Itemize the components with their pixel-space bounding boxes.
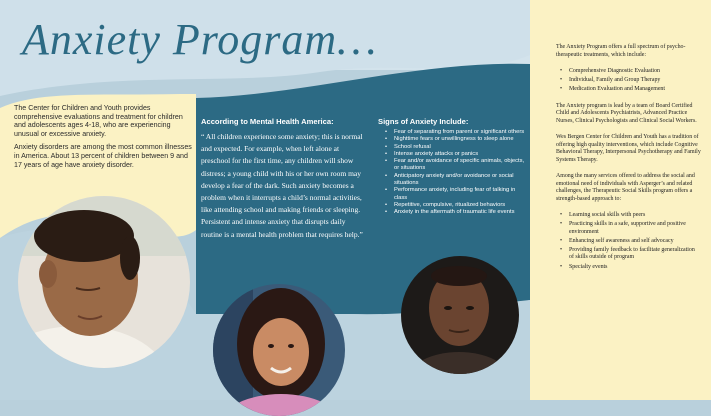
list-item: • Providing family feedback to facilitate generalization of skills outside of program (556, 247, 701, 262)
intro-paragraph-2: Anxiety disorders are among the most common illnesses in America. About 13 percent of children between 9 and 17 years of age have anxiety disorder. (14, 143, 192, 169)
quote-text: “ All children experience some anxiety; this is normal and expected. For example, when left alone at preschool for the first time, any children will show distress; a young child with his or her own room may develop a fear of the dark. Such anxiety becomes a problem when it interrupts a child’s normal activities, like attending school and making friends or sleeping. Persistent and intense anxiety that disrupts daily routine is a mental health problem that requires help.” (201, 132, 363, 239)
list-item: • Fear and/or avoidance of specific animals, objects, or situations (385, 158, 525, 173)
list-item: • Practicing skills in a safe, supportive and positive environment (556, 221, 701, 236)
list-item: • Medication Evaluation and Management (556, 86, 701, 94)
right-paragraph-4: Among the many services offered to address the social and emotional need of individuals with Asperger’s and related challenges, the Therapeutic Social Skills program offers a strength-based approach to: (556, 173, 695, 202)
list-item: • Learning social skills with peers (556, 212, 701, 220)
intro-text (14, 104, 196, 174)
list-item: • Anxiety in the aftermath of traumatic life events (385, 209, 525, 216)
list-item: • Repetitive, compulsive, ritualized behaviors (385, 202, 525, 209)
right-paragraph-1: The Anxiety Program offers a full spectrum of psycho-therapeutic treatments, which include: (556, 44, 686, 58)
list-item: • Enhancing self awareness and self advocacy (556, 238, 701, 246)
man-photo (401, 256, 519, 374)
list-item: • Performance anxiety, including fear of talking in class (385, 187, 525, 202)
list-item: • Individual, Family and Group Therapy (556, 77, 701, 85)
boy-photo (18, 196, 190, 368)
social-skills-list (556, 212, 701, 271)
treatments-list (556, 68, 701, 94)
right-paragraph-2: The Anxiety program is lead by a team of Board Certified Child and Adolescents Psychiatrists, Advanced Practice Nurses, Clinical Psychologists and Clinical Social Workers. (556, 102, 697, 124)
list-item: • Specialty events (556, 264, 701, 272)
signs-heading: Signs of Anxiety Include: (378, 117, 469, 126)
right-column (556, 44, 701, 280)
list-item: • Intense anxiety attacks or panics (385, 151, 525, 158)
list-item: • Comprehensive Diagnostic Evaluation (556, 68, 701, 76)
intro-paragraph-1: The Center for Children and Youth provides comprehensive evaluations and treatment for children and adolescents ages 4-18, who are experiencing unusual or excessive anxiety. (14, 104, 183, 138)
right-paragraph-3: Wes Bergen Center for Children and Youth has a tradition of offering high quality interventions, which include Cognitive Behavioral Therapy, Interpersonal Psychotherapy and Family Systems Therapy. (556, 134, 701, 163)
list-item: • Anticipatory anxiety and/or avoidance or social situations (385, 173, 525, 188)
list-item: • Nighttime fears or unwillingness to sleep alone (385, 136, 525, 143)
signs-list (385, 129, 525, 217)
list-item: • School refusal (385, 144, 525, 151)
page-title: Anxiety Program… (22, 15, 378, 64)
quote-heading: According to Mental Health America: (201, 117, 334, 126)
list-item: • Fear of separating from parent or significant others (385, 129, 525, 136)
girl-photo (213, 284, 345, 416)
